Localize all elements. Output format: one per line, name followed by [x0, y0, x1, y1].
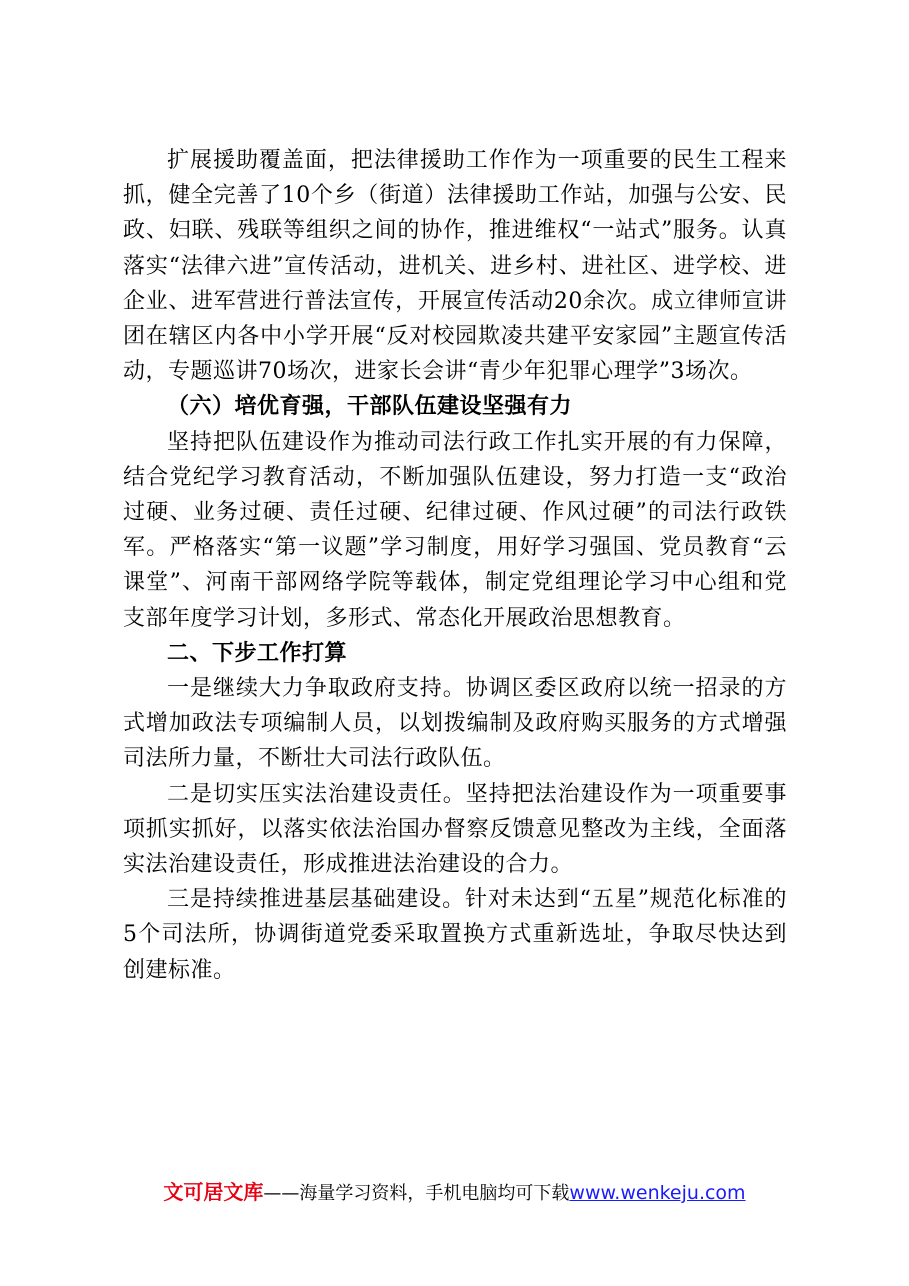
- footer-brand: 文可居文库: [163, 1180, 264, 1204]
- paragraph-next-step-1: 一是继续大力争取政府支持。协调区委区政府以统一招录的方式增加政法专项编制人员，以划拨编制及政府购买服务的方式增强司法所力量，不断壮大司法行政队伍。: [123, 676, 787, 772]
- subheading-team-building: （六）培优育强，干部队伍建设坚强有力: [167, 393, 573, 420]
- paragraph-next-step-2: 二是切实压实法治建设责任。坚持把法治建设作为一项重要事项抓实抓好，以落实依法治国办督察反馈意见整改为主线，全面落实法治建设责任，形成推进法治建设的合力。: [123, 781, 787, 878]
- paragraph-legal-aid: 扩展援助覆盖面，把法律援助工作作为一项重要的民生工程来抓，健全完善了10个乡（街道）法律援助工作站，加强与公安、民政、妇联、残联等组织之间的协作，推进维权“一站式”服务。认真落实“法律六进”宣传活动，进机关、进乡村、进社区、进学校、进企业、进军营进行普法宣传，开展宣传活动20余次。成立律师宣讲团在辖区内各中小学开展“反对校园欺凌共建平安家园”主题宣传活动，专题巡讲70场次，进家长会讲“青少年犯罪心理学”3场次。: [123, 148, 787, 385]
- document-body: [123, 143, 787, 988]
- paragraph-next-step-3: 三是持续推进基层基础建设。针对未达到“五星”规范化标准的5个司法所，协调街道党委采取置换方式重新选址，争取尽快达到创建标准。: [123, 887, 787, 983]
- paragraph-team-building: 坚持把队伍建设作为推动司法行政工作扎实开展的有力保障，结合党纪学习教育活动，不断加强队伍建设，努力打造一支“政治过硬、业务过硬、责任过硬、纪律过硬、作风过硬”的司法行政铁军。严格落实“第一议题”学习制度，用好学习强国、党员教育“云课堂”、河南干部网络学院等载体，制定党组理论学习中心组和党支部年度学习计划，多形式、常态化开展政治思想教育。: [123, 429, 787, 631]
- footer-watermark: [0, 1180, 909, 1206]
- section-heading-next-steps: 二、下步工作打算: [167, 640, 348, 666]
- footer-tagline: ——海量学习资料，手机电脑均可下载: [263, 1183, 570, 1204]
- footer-url-link[interactable]: www.wenkeju.com: [569, 1182, 746, 1204]
